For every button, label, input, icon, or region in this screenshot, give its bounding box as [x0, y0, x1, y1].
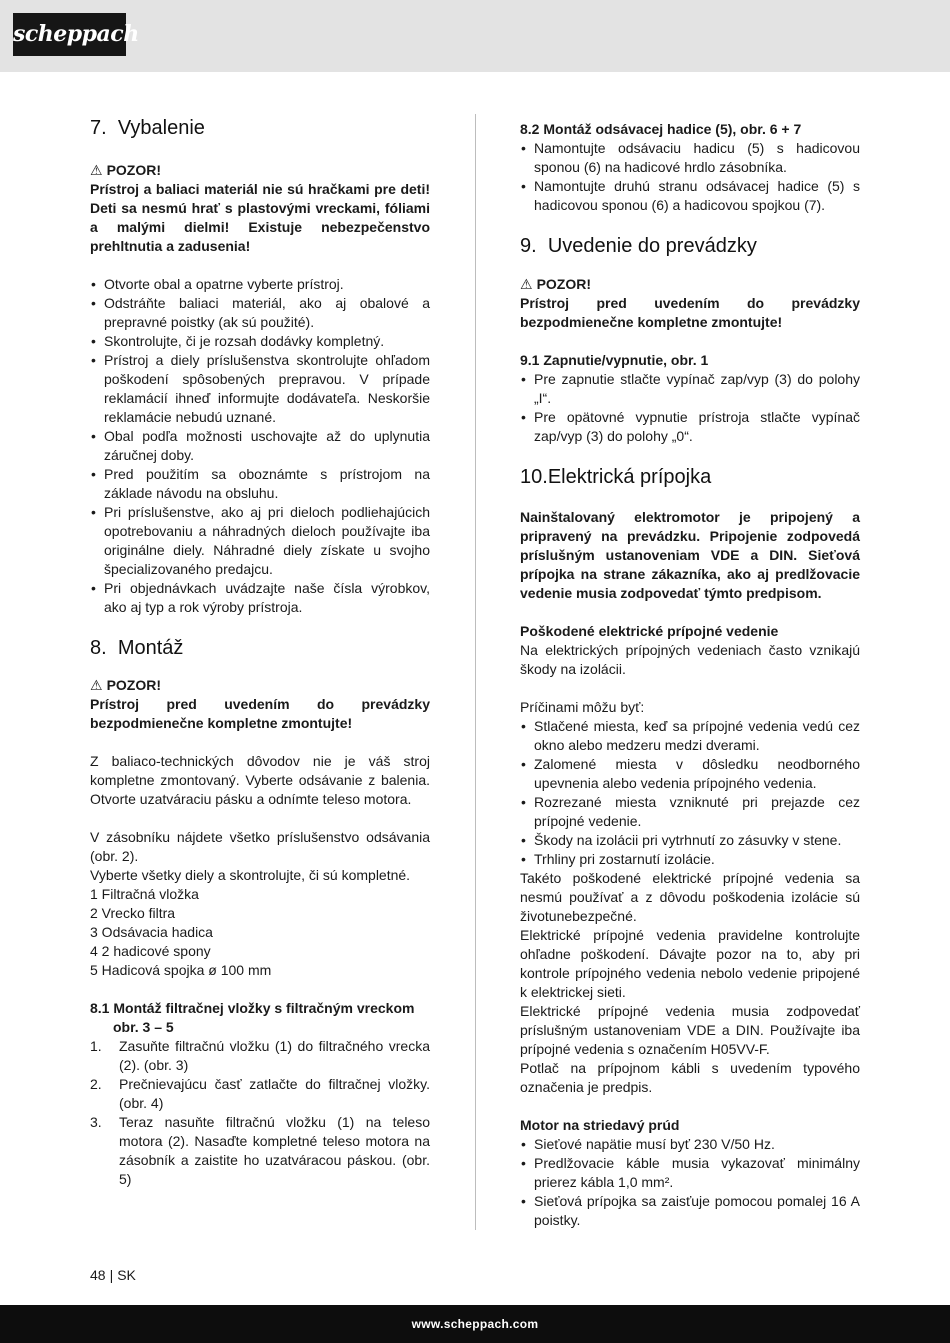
section-10-number: 10.: [520, 466, 548, 488]
list-item: • Pri príslušenstve, ako aj pri dieloch podliehajúcich opotrebovaniu a náhradných dieloch používajte iba originálne diely. Náhradné diely získate u svojho špecializovaného predajcu.: [90, 503, 430, 579]
section-8-number: 8.: [90, 637, 107, 659]
subsection-8-2-list: [520, 139, 860, 215]
motor-heading: Motor na striedavý prúd: [520, 1117, 680, 1133]
page-footer: [90, 1266, 136, 1285]
list-item: • Škody na izolácii pri vytrhnutí zo zásuvky v stene.: [520, 831, 860, 850]
motor-list: [520, 1135, 860, 1230]
right-column: [520, 120, 860, 1230]
list-item: 4 2 hadicové spony: [90, 943, 211, 959]
damaged-paragraph: Elektrické prípojné vedenia pravidelne kontrolujte ohľadne poškodení. Dávajte pozor na to, aby pri kontrole prípojného vedenia nebolo vedenie pripojené k elektrickej sieti.: [520, 927, 860, 1000]
warning-block-8: [90, 676, 430, 695]
list-item: • Pre zapnutie stlačte vypínač zap/vyp (3) do polohy „I“.: [520, 370, 860, 408]
warning-label: POZOR!: [106, 162, 162, 178]
list-item: • Pre opätovné vypnutie prístroja stlačte vypínač zap/vyp (3) do polohy „0“.: [520, 408, 860, 446]
warning-icon: ⚠: [90, 677, 103, 693]
header-bar: [0, 0, 950, 72]
subsection-8-2-heading: 8.2 Montáž odsávacej hadice (5), obr. 6 + 7: [520, 121, 802, 137]
list-item: 1 Filtračná vložka: [90, 886, 199, 902]
list-item: • Namontujte druhú stranu odsávacej hadice (5) s hadicovou sponou (6) a hadicovou spojkou (7).: [520, 177, 860, 215]
list-item: • Prístroj a diely príslušenstva skontrolujte ohľadom poškodení spôsobených prepravou. V prípade reklamácií ihneď informujte dodávateľa. Neskoršie reklamácie nebudú uznané.: [90, 351, 430, 427]
language-code: SK: [117, 1267, 136, 1283]
subsection-9-1-heading: 9.1 Zapnutie/vypnutie, obr. 1: [520, 352, 709, 368]
step-item: 1. Zasuňte filtračnú vložku (1) do filtračného vrecka (2). (obr. 3): [90, 1038, 430, 1073]
section-9-heading: [520, 234, 860, 258]
list-item: • Pri objednávkach uvádzajte naše čísla výrobkov, ako aj typ a rok výroby prístroja.: [90, 579, 430, 617]
subsection-8-1-heading: 8.1 Montáž filtračnej vložky s filtračným vreckom obr. 3 – 5: [90, 1000, 415, 1035]
section-7-list: [90, 275, 430, 617]
warning-block-9: [520, 275, 860, 294]
page-number: 48: [90, 1267, 106, 1283]
damaged-cable-heading: Poškodené elektrické prípojné vedenie: [520, 623, 779, 639]
subsection-8-1-steps: [90, 1037, 430, 1189]
section-8-title: Montáž: [117, 637, 184, 659]
list-item: • Skontrolujte, či je rozsah dodávky kompletný.: [90, 332, 430, 351]
section-7-heading: [90, 116, 430, 140]
list-item: 5 Hadicová spojka ø 100 mm: [90, 962, 272, 978]
scheppach-logo: scheppach: [13, 13, 126, 56]
parts-list: [90, 885, 430, 980]
subsection-9-1-list: [520, 370, 860, 446]
list-item: • Otvorte obal a opatrne vyberte prístroj.: [90, 275, 430, 294]
list-item: • Pred použitím sa oboznámte s prístrojom na základe návodu na obsluhu.: [90, 465, 430, 503]
bottom-bar: [0, 1305, 950, 1343]
damaged-paragraph: Potlač na prípojnom kábli s uvedením typového označenia je predpis.: [520, 1060, 860, 1095]
section-10-title: Elektrická prípojka: [547, 466, 712, 488]
warning-label: POZOR!: [106, 677, 162, 693]
list-item: • Odstráňte baliaci materiál, ako aj obalové a prepravné poistky (ak sú použité).: [90, 294, 430, 332]
list-item: • Zalomené miesta v dôsledku neodborného upevnenia alebo vedenia prípojného vedenia.: [520, 755, 860, 793]
step-item: 2. Prečnievajúcu časť zatlačte do filtračnej vložky. (obr. 4): [90, 1076, 430, 1111]
footer-separator: |: [109, 1267, 114, 1283]
section-7-number: 7.: [90, 117, 107, 139]
damaged-paragraph: Takéto poškodené elektrické prípojné vedenia sa nesmú používať a z dôvodu poškodenia izolácie sú životunebezpečné.: [520, 870, 860, 924]
section-8-warning-text: Prístroj pred uvedením do prevádzky bezpodmienečne kompletne zmontujte!: [90, 696, 430, 731]
step-item: 3. Teraz nasuňte filtračnú vložku (1) na teleso motora (2). Nasaďte kompletné teleso motora na zásobník a zaistite ho uzatváracou páskou. (obr. 5): [90, 1114, 430, 1187]
website-url: www.scheppach.com: [411, 1317, 539, 1331]
damaged-paragraph: Na elektrických prípojných vedeniach často vznikajú škody na izolácii.: [520, 642, 860, 677]
warning-icon: ⚠: [90, 162, 103, 178]
section-7-warning-text: Prístroj a baliaci materiál nie sú hračkami pre deti! Deti sa nesmú hrať s plastovými vreckami, fóliami a malými dielmi! Existuje nebezpečenstvo prehltnutia a zadusenia!: [90, 181, 430, 254]
warning-icon: ⚠: [520, 276, 533, 292]
warning-block-7: [90, 161, 430, 180]
section-8-paragraph: Z baliaco-technických dôvodov nie je váš stroj kompletne zmontovaný. Vyberte odsávanie z balenia. Otvorte uzatváraciu pásku a odnímte teleso motora.: [90, 753, 430, 807]
section-9-warning-text: Prístroj pred uvedením do prevádzky bezpodmienečne kompletne zmontujte!: [520, 295, 860, 330]
section-7-title: Vybalenie: [117, 117, 205, 139]
section-8-paragraph: Vyberte všetky diely a skontrolujte, či sú kompletné.: [90, 867, 411, 883]
list-item: 3 Odsávacia hadica: [90, 924, 213, 940]
list-item: • Trhliny pri zostarnutí izolácie.: [520, 850, 860, 869]
section-9-title: Uvedenie do prevádzky: [547, 235, 757, 257]
section-10-intro: Nainštalovaný elektromotor je pripojený a pripravený na prevádzku. Pripojenie zodpovedá príslušným ustanoveniam VDE a DIN. Sieťová prípojka na strane zákazníka, ako aj predlžovacie vedenie musia zodpovedať týmto predpisom.: [520, 509, 860, 601]
causes-list: [520, 717, 860, 869]
section-10-heading: [520, 465, 860, 489]
section-9-number: 9.: [520, 235, 537, 257]
list-item: • Rozrezané miesta vzniknuté pri prejazde cez prípojné vedenie.: [520, 793, 860, 831]
left-column: [90, 116, 430, 1189]
list-item: • Obal podľa možnosti uschovajte až do uplynutia záručnej doby.: [90, 427, 430, 465]
section-8-paragraph: V zásobníku nájdete všetko príslušenstvo odsávania (obr. 2).: [90, 829, 430, 864]
list-item: • Sieťové napätie musí byť 230 V/50 Hz.: [520, 1135, 860, 1154]
list-item: • Stlačené miesta, keď sa prípojné vedenia vedú cez okno alebo medzeru medzi dverami.: [520, 717, 860, 755]
list-item: 2 Vrecko filtra: [90, 905, 176, 921]
list-item: • Namontujte odsávaciu hadicu (5) s hadicovou sponou (6) na hadicové hrdlo zásobníka.: [520, 139, 860, 177]
section-8-heading: [90, 636, 430, 660]
list-item: • Predlžovacie káble musia vykazovať minimálny prierez kábla 1,0 mm².: [520, 1154, 860, 1192]
warning-label: POZOR!: [536, 276, 592, 292]
column-divider: [475, 114, 476, 1230]
list-item: • Sieťová prípojka sa zaisťuje pomocou pomalej 16 A poistky.: [520, 1192, 860, 1230]
damaged-paragraph: Elektrické prípojné vedenia musia zodpovedať príslušným ustanoveniam VDE a DIN. Používajte iba prípojné vedenia s označením H05VV-F.: [520, 1003, 860, 1057]
causes-label: Príčinami môžu byť:: [520, 699, 645, 715]
